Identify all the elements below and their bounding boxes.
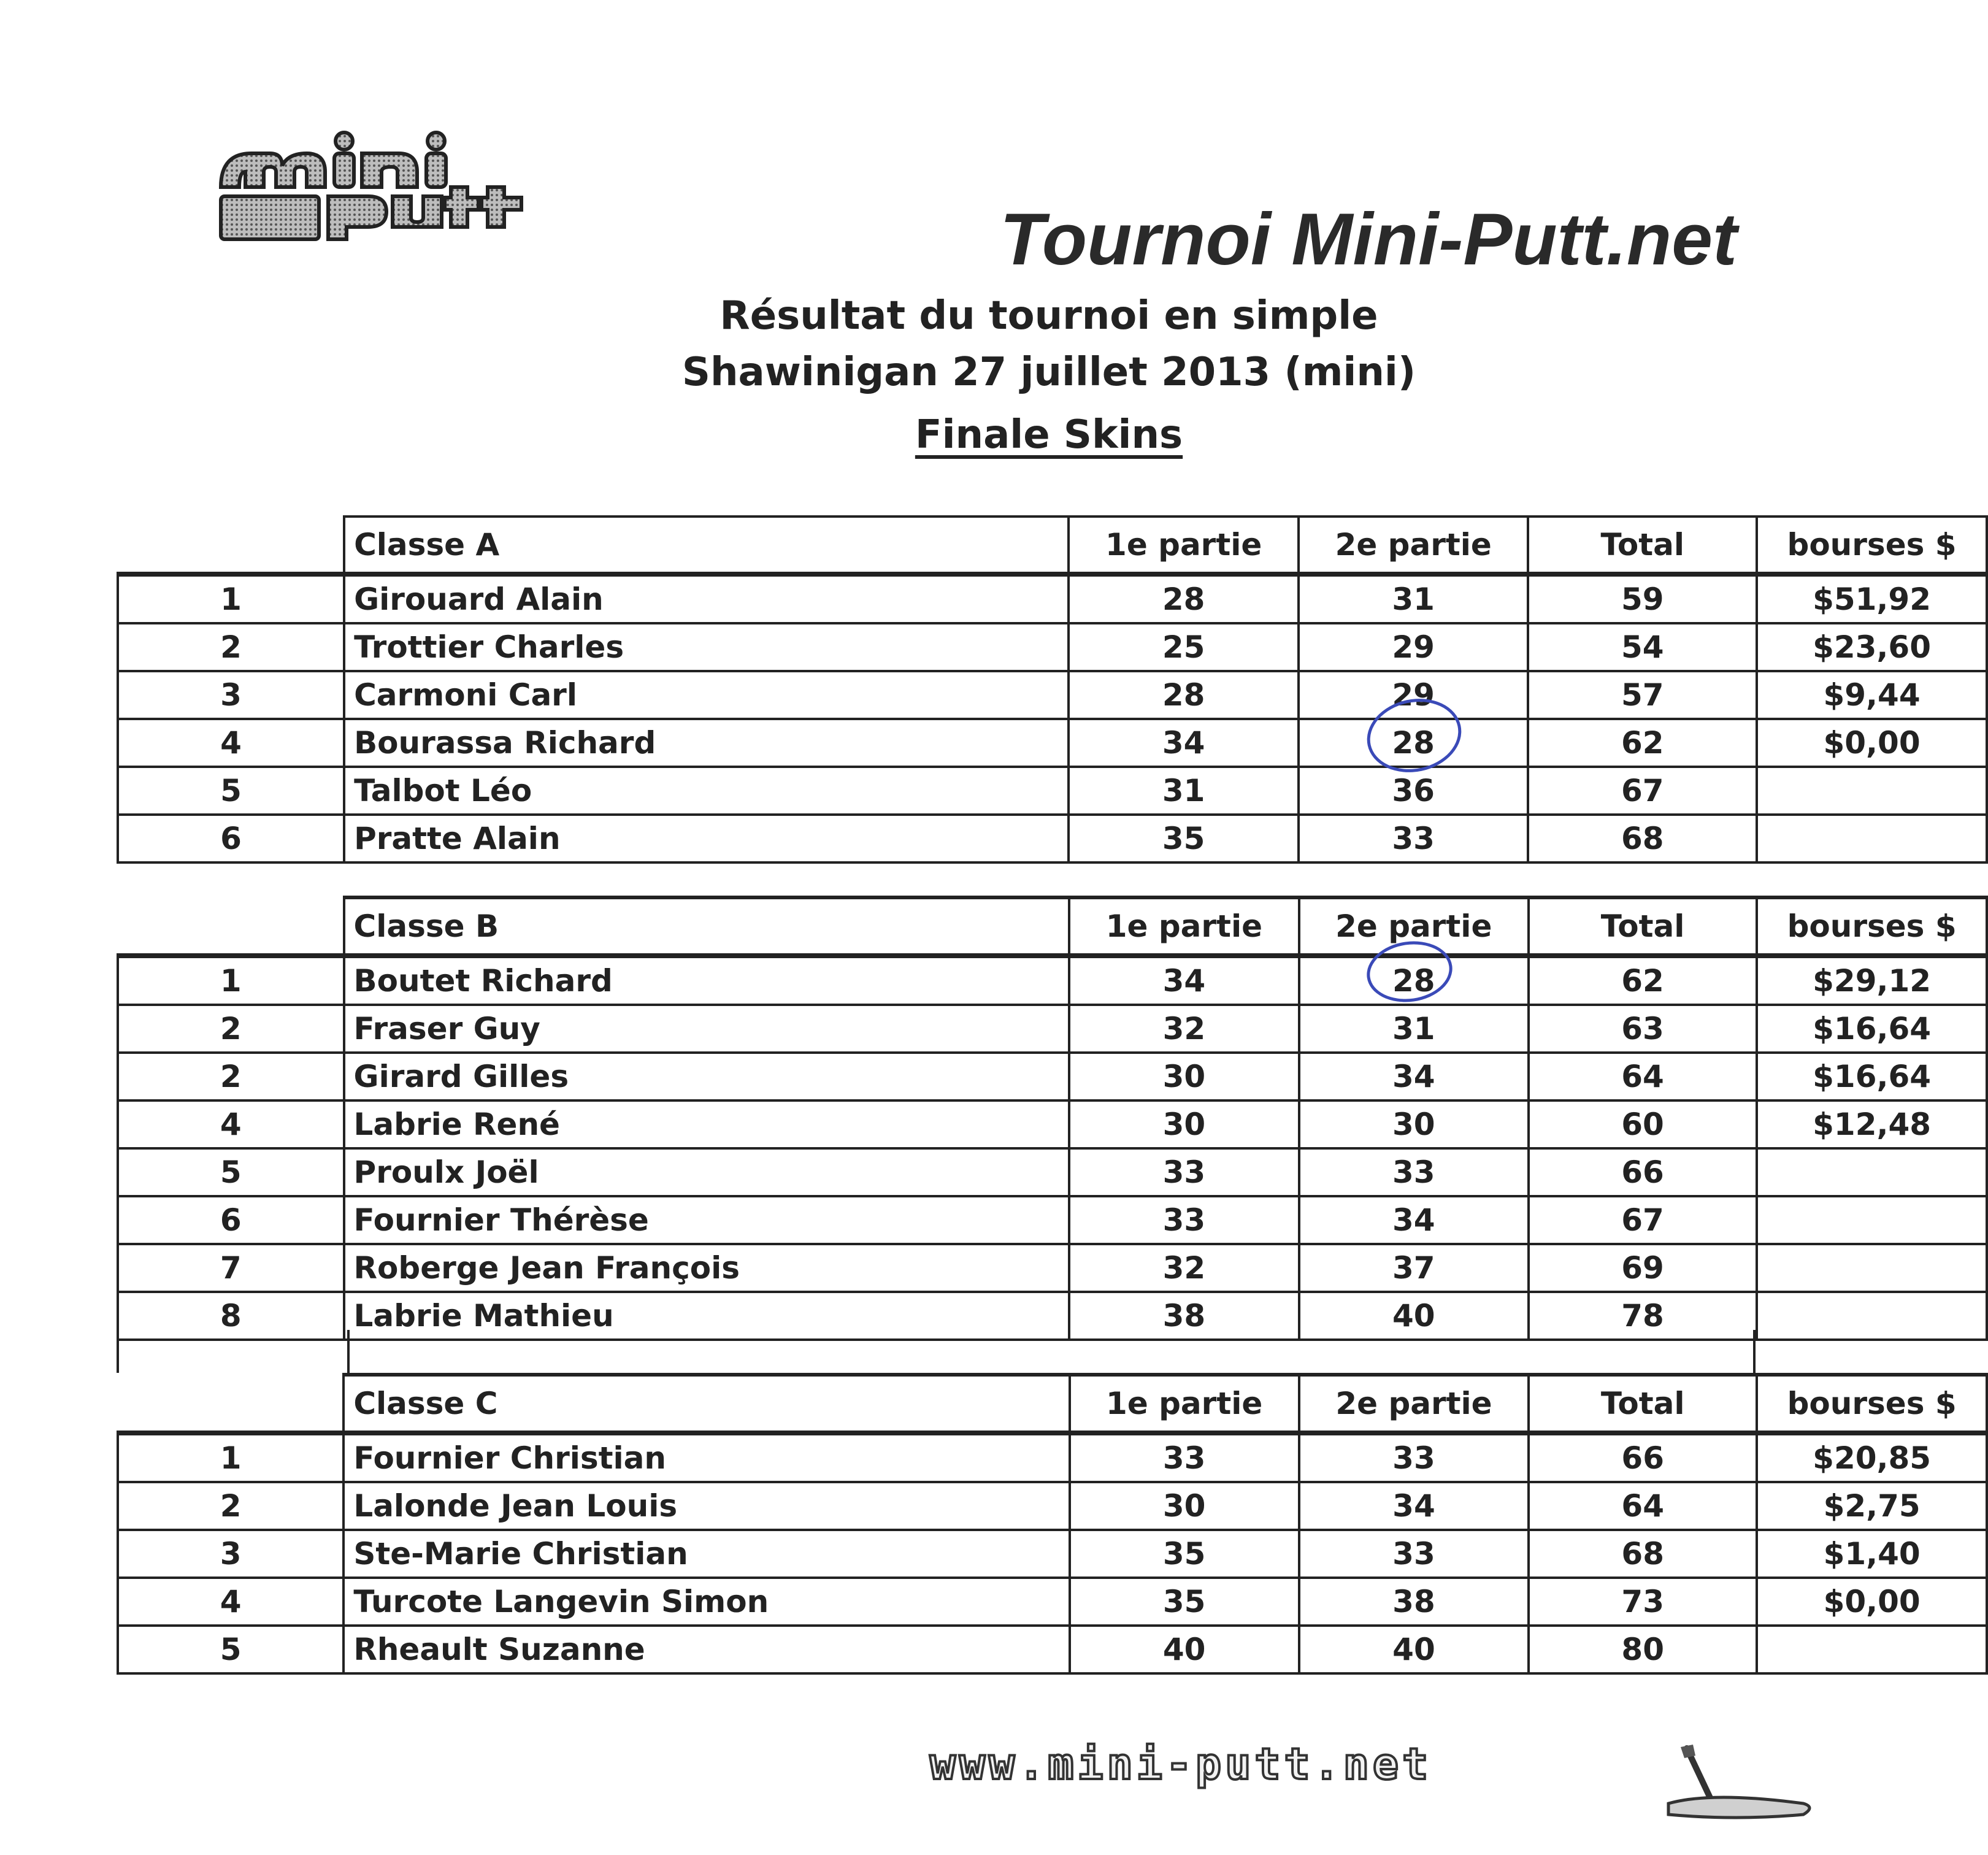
class-b-table (117, 896, 1988, 1341)
prize-amount (1757, 1244, 1987, 1292)
results-title: Résultat du tournoi en simple (720, 293, 1378, 339)
partie1-score: 35 (1070, 1530, 1299, 1578)
partie2-score: 36 (1299, 767, 1529, 815)
rank-cell: 2 (118, 1005, 344, 1053)
partie1-score: 35 (1069, 815, 1299, 862)
rank-cell: 4 (118, 1100, 344, 1148)
class-c-table (117, 1373, 1988, 1675)
table-row (118, 1433, 1987, 1482)
prize-amount: $23,60 (1757, 623, 1987, 671)
table-header-row (118, 517, 1987, 574)
partie2-score: 28 (1299, 956, 1529, 1005)
partie2-score: 40 (1299, 1292, 1529, 1340)
prize-amount (1757, 1292, 1987, 1340)
partie2-score: 33 (1299, 815, 1529, 862)
player-name: Fournier Christian (343, 1433, 1069, 1482)
table-row (118, 671, 1987, 719)
total-score: 66 (1529, 1148, 1757, 1196)
partie1-header: 1e partie (1069, 897, 1299, 956)
player-name: Fournier Thérèse (344, 1196, 1070, 1244)
total-score: 57 (1528, 671, 1757, 719)
partie1-score: 33 (1069, 1148, 1299, 1196)
partie1-header: 1e partie (1070, 1375, 1299, 1433)
spacer-divider (347, 1330, 350, 1373)
rank-cell: 1 (118, 1433, 343, 1482)
prize-amount: $16,64 (1757, 1005, 1987, 1053)
prize-amount: $1,40 (1757, 1530, 1987, 1578)
total-score: 69 (1529, 1244, 1757, 1292)
table-row (118, 1578, 1987, 1626)
total-score: 78 (1529, 1292, 1757, 1340)
table-header-row (118, 1375, 1987, 1433)
partie1-score: 38 (1069, 1292, 1299, 1340)
total-score: 64 (1529, 1482, 1757, 1530)
rank-cell: 3 (118, 671, 344, 719)
table-spacer (117, 1330, 1756, 1373)
total-score: 68 (1528, 815, 1757, 862)
rank-cell: 4 (118, 719, 344, 767)
player-name: Talbot Léo (344, 767, 1069, 815)
prize-amount: $0,00 (1757, 1578, 1987, 1626)
prize-amount (1757, 1626, 1987, 1673)
total-score: 64 (1529, 1053, 1757, 1100)
prize-amount: $12,48 (1757, 1100, 1987, 1148)
brand-title: Tournoi Mini-Putt.net (1000, 198, 1737, 280)
player-name: Rheault Suzanne (343, 1626, 1069, 1673)
partie1-score: 28 (1069, 671, 1299, 719)
total-score: 54 (1528, 623, 1757, 671)
rank-cell: 2 (118, 1053, 344, 1100)
class-label: Classe A (344, 517, 1069, 574)
table-row (118, 1148, 1987, 1196)
partie2-score: 33 (1299, 1433, 1529, 1482)
partie1-score: 30 (1069, 1053, 1299, 1100)
bourses-header: bourses $ (1757, 517, 1987, 574)
prize-amount: $51,92 (1757, 574, 1987, 623)
table-row (118, 1005, 1987, 1053)
rank-cell: 2 (118, 623, 344, 671)
table-row (118, 1530, 1987, 1578)
table-row (118, 719, 1987, 767)
player-name: Boutet Richard (344, 956, 1070, 1005)
rank-cell: 1 (118, 956, 344, 1005)
prize-amount: $2,75 (1757, 1482, 1987, 1530)
rank-header (118, 1375, 343, 1433)
total-score: 62 (1529, 956, 1757, 1005)
rank-cell: 4 (118, 1578, 343, 1626)
partie1-score: 30 (1070, 1482, 1299, 1530)
total-score: 80 (1529, 1626, 1757, 1673)
prize-amount: $9,44 (1757, 671, 1987, 719)
partie2-header: 2e partie (1299, 1375, 1529, 1433)
table-row (118, 1482, 1987, 1530)
event-subtitle: Shawinigan 27 juillet 2013 (mini) (681, 350, 1416, 395)
rank-cell: 7 (118, 1244, 344, 1292)
table-row (118, 574, 1987, 623)
prize-amount (1757, 767, 1987, 815)
partie1-score: 32 (1069, 1244, 1299, 1292)
table-row (118, 1100, 1987, 1148)
partie1-score: 34 (1069, 719, 1299, 767)
partie1-header: 1e partie (1069, 517, 1299, 574)
rank-cell: 2 (118, 1482, 343, 1530)
player-name: Turcote Langevin Simon (343, 1578, 1069, 1626)
class-a-table (117, 515, 1988, 864)
total-score: 60 (1529, 1100, 1757, 1148)
player-name: Lalonde Jean Louis (343, 1482, 1069, 1530)
partie1-score: 40 (1070, 1626, 1299, 1673)
partie2-score: 29 (1299, 671, 1529, 719)
total-header: Total (1529, 1375, 1757, 1433)
partie2-score: 38 (1299, 1578, 1529, 1626)
partie2-score: 37 (1299, 1244, 1529, 1292)
partie2-score: 33 (1299, 1148, 1529, 1196)
mini-putt-logo-icon (215, 129, 558, 245)
rank-header (118, 897, 344, 956)
player-name: Carmoni Carl (344, 671, 1069, 719)
prize-amount (1757, 1196, 1987, 1244)
player-name: Labrie Mathieu (344, 1292, 1070, 1340)
table-header-row (118, 897, 1987, 956)
partie1-score: 31 (1069, 767, 1299, 815)
finale-title: Finale Skins (915, 412, 1183, 458)
total-score: 68 (1529, 1530, 1757, 1578)
table-row (118, 815, 1987, 862)
player-name: Bourassa Richard (344, 719, 1069, 767)
rank-cell: 3 (118, 1530, 343, 1578)
partie2-score: 31 (1299, 1005, 1529, 1053)
total-header: Total (1529, 897, 1757, 956)
site-url: www.mini-putt.net (929, 1739, 1432, 1789)
partie2-score: 34 (1299, 1482, 1529, 1530)
player-name: Pratte Alain (344, 815, 1069, 862)
partie2-score: 33 (1299, 1530, 1529, 1578)
player-name: Fraser Guy (344, 1005, 1070, 1053)
prize-amount: $0,00 (1757, 719, 1987, 767)
partie1-score: 25 (1069, 623, 1299, 671)
rank-cell: 6 (118, 815, 344, 862)
partie2-score: 28 (1299, 719, 1529, 767)
total-score: 62 (1528, 719, 1757, 767)
total-score: 73 (1529, 1578, 1757, 1626)
player-name: Trottier Charles (344, 623, 1069, 671)
table-row (118, 767, 1987, 815)
player-name: Ste-Marie Christian (343, 1530, 1069, 1578)
total-score: 66 (1529, 1433, 1757, 1482)
partie2-score: 40 (1299, 1626, 1529, 1673)
total-score: 63 (1529, 1005, 1757, 1053)
class-label: Classe C (343, 1375, 1069, 1433)
total-header: Total (1528, 517, 1757, 574)
table-row (118, 1626, 1987, 1673)
partie2-score: 34 (1299, 1196, 1529, 1244)
rank-cell: 5 (118, 1626, 343, 1673)
bourses-header: bourses $ (1757, 1375, 1987, 1433)
prize-amount: $16,64 (1757, 1053, 1987, 1100)
table-row (118, 623, 1987, 671)
rank-cell: 5 (118, 1148, 344, 1196)
player-name: Girard Gilles (344, 1053, 1070, 1100)
bourses-header: bourses $ (1757, 897, 1987, 956)
table-row (118, 956, 1987, 1005)
player-name: Girouard Alain (344, 574, 1069, 623)
table-row (118, 1196, 1987, 1244)
prize-amount: $29,12 (1757, 956, 1987, 1005)
prize-amount: $20,85 (1757, 1433, 1987, 1482)
partie1-score: 33 (1069, 1196, 1299, 1244)
partie1-score: 33 (1070, 1433, 1299, 1482)
partie1-score: 28 (1069, 574, 1299, 623)
partie1-score: 32 (1069, 1005, 1299, 1053)
partie1-score: 34 (1069, 956, 1299, 1005)
rank-cell: 6 (118, 1196, 344, 1244)
table-row (118, 1053, 1987, 1100)
player-name: Proulx Joël (344, 1148, 1070, 1196)
table-row (118, 1244, 1987, 1292)
player-name: Roberge Jean François (344, 1244, 1070, 1292)
partie2-header: 2e partie (1299, 897, 1529, 956)
rank-header (118, 517, 344, 574)
rank-cell: 1 (118, 574, 344, 623)
rank-cell: 5 (118, 767, 344, 815)
partie2-score: 31 (1299, 574, 1529, 623)
player-name: Labrie René (344, 1100, 1070, 1148)
total-score: 67 (1528, 767, 1757, 815)
rank-cell: 8 (118, 1292, 344, 1340)
partie2-score: 29 (1299, 623, 1529, 671)
total-score: 59 (1528, 574, 1757, 623)
class-label: Classe B (344, 897, 1070, 956)
prize-amount (1757, 1148, 1987, 1196)
total-score: 67 (1529, 1196, 1757, 1244)
partie1-score: 30 (1069, 1100, 1299, 1148)
partie2-header: 2e partie (1299, 517, 1529, 574)
partie2-score: 34 (1299, 1053, 1529, 1100)
golf-putter-icon (1644, 1742, 1828, 1822)
prize-amount (1757, 815, 1987, 862)
partie1-score: 35 (1070, 1578, 1299, 1626)
partie2-score: 30 (1299, 1100, 1529, 1148)
